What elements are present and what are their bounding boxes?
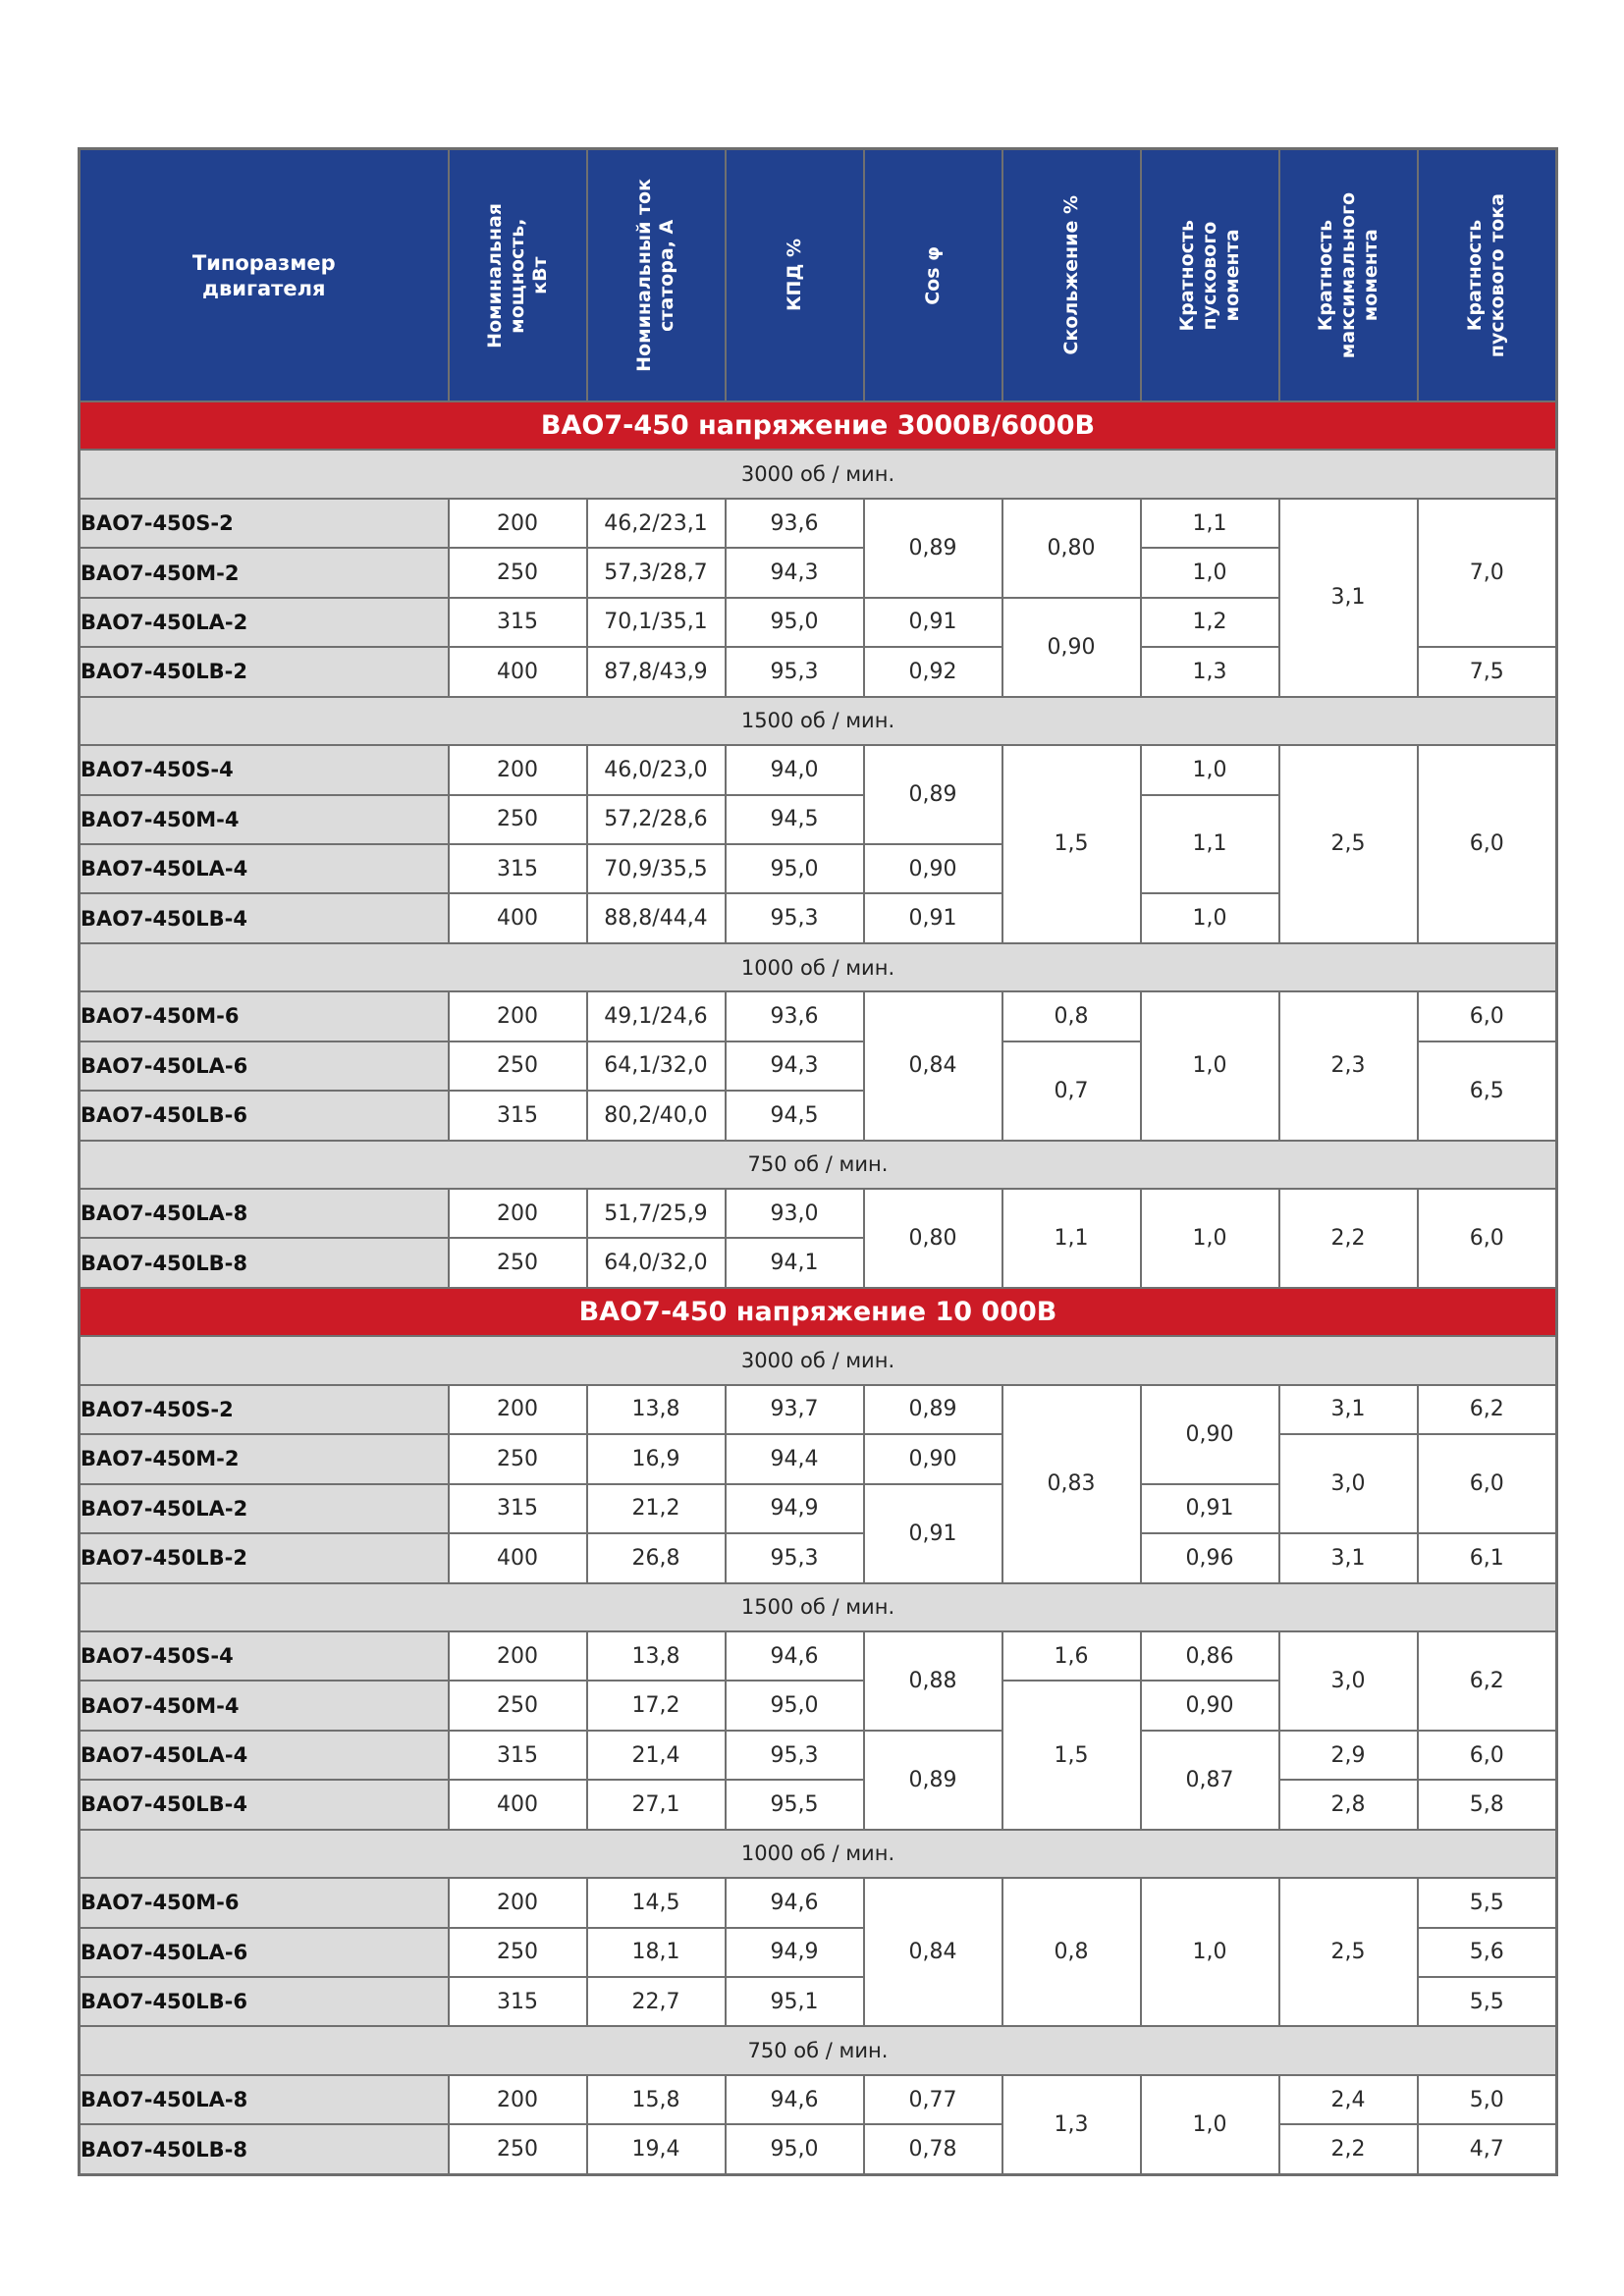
speed-group-title: 1000 об / мин. — [80, 1830, 1557, 1878]
efficiency-cell: 95,0 — [726, 844, 864, 893]
current-cell: 27,1 — [587, 1780, 726, 1829]
current-cell: 49,1/24,6 — [587, 991, 726, 1041]
table-row — [80, 991, 1557, 1041]
max-torque-cell: 2,5 — [1279, 745, 1418, 943]
model-cell: ВАО7-450LB-2 — [80, 647, 449, 696]
current-cell: 26,8 — [587, 1533, 726, 1582]
header-model: Типоразмер двигателя — [80, 149, 449, 402]
model-cell: ВАО7-450LB-4 — [80, 1780, 449, 1829]
model-cell: ВАО7-450LB-8 — [80, 1238, 449, 1287]
model-cell: ВАО7-450S-4 — [80, 745, 449, 794]
cos-cell: 0,90 — [864, 1434, 1002, 1483]
max-torque-cell: 3,1 — [1279, 499, 1418, 697]
power-cell: 400 — [449, 893, 587, 942]
current-cell: 13,8 — [587, 1631, 726, 1681]
max-torque-cell: 2,8 — [1279, 1780, 1418, 1829]
table-row — [80, 745, 1557, 794]
power-cell: 200 — [449, 1631, 587, 1681]
model-cell: ВАО7-450LA-6 — [80, 1041, 449, 1091]
model-cell: ВАО7-450LB-8 — [80, 2124, 449, 2174]
slip-cell: 0,80 — [1002, 499, 1141, 598]
power-cell: 200 — [449, 991, 587, 1041]
model-cell: ВАО7-450S-2 — [80, 1385, 449, 1434]
model-cell: ВАО7-450M-4 — [80, 1681, 449, 1730]
current-cell: 70,9/35,5 — [587, 844, 726, 893]
model-cell: ВАО7-450LA-2 — [80, 1484, 449, 1533]
start-current-cell: 5,8 — [1418, 1780, 1557, 1829]
model-cell: ВАО7-450S-2 — [80, 499, 449, 548]
cos-cell: 0,89 — [864, 1731, 1002, 1830]
slip-cell: 1,5 — [1002, 1681, 1141, 1829]
start-current-cell: 6,2 — [1418, 1385, 1557, 1434]
slip-cell: 0,83 — [1002, 1385, 1141, 1583]
efficiency-cell: 95,5 — [726, 1780, 864, 1829]
start-current-cell: 5,0 — [1418, 2075, 1557, 2124]
efficiency-cell: 94,9 — [726, 1484, 864, 1533]
cos-cell: 0,80 — [864, 1189, 1002, 1288]
cos-cell: 0,78 — [864, 2124, 1002, 2174]
current-cell: 88,8/44,4 — [587, 893, 726, 942]
max-torque-cell: 3,0 — [1279, 1434, 1418, 1533]
voltage-section-row — [80, 401, 1557, 450]
efficiency-cell: 94,3 — [726, 548, 864, 597]
header-power: Номинальная мощность, кВт — [449, 149, 587, 402]
cos-cell: 0,88 — [864, 1631, 1002, 1731]
start-torque-cell: 1,0 — [1141, 893, 1279, 942]
model-cell: ВАО7-450LA-8 — [80, 1189, 449, 1238]
start-current-cell: 6,0 — [1418, 1189, 1557, 1288]
start-current-cell: 5,5 — [1418, 1977, 1557, 2026]
max-torque-cell: 2,9 — [1279, 1731, 1418, 1780]
start-torque-cell: 1,0 — [1141, 745, 1279, 794]
cos-cell: 0,91 — [864, 598, 1002, 647]
slip-cell: 1,1 — [1002, 1189, 1141, 1288]
model-cell: ВАО7-450LA-4 — [80, 844, 449, 893]
power-cell: 250 — [449, 1928, 587, 1977]
slip-cell: 1,6 — [1002, 1631, 1141, 1681]
table-row — [80, 1533, 1557, 1582]
speed-group-row — [80, 1141, 1557, 1189]
table-row — [80, 1434, 1557, 1483]
model-cell: ВАО7-450M-6 — [80, 991, 449, 1041]
speed-group-title: 1500 об / мин. — [80, 1583, 1557, 1631]
efficiency-cell: 95,0 — [726, 1681, 864, 1730]
cos-cell: 0,92 — [864, 647, 1002, 696]
table-row — [80, 1189, 1557, 1238]
start-torque-cell: 0,87 — [1141, 1731, 1279, 1830]
power-cell: 250 — [449, 1041, 587, 1091]
start-torque-cell: 1,0 — [1141, 1189, 1279, 1288]
power-cell: 315 — [449, 1731, 587, 1780]
power-cell: 400 — [449, 1533, 587, 1582]
efficiency-cell: 94,3 — [726, 1041, 864, 1091]
current-cell: 21,2 — [587, 1484, 726, 1533]
start-current-cell: 7,5 — [1418, 647, 1557, 696]
speed-group-row — [80, 1830, 1557, 1878]
cos-cell: 0,90 — [864, 844, 1002, 893]
current-cell: 17,2 — [587, 1681, 726, 1730]
slip-cell: 1,5 — [1002, 745, 1141, 943]
efficiency-cell: 93,6 — [726, 991, 864, 1041]
slip-cell: 0,8 — [1002, 991, 1141, 1041]
model-cell: ВАО7-450LB-6 — [80, 1091, 449, 1140]
power-cell: 400 — [449, 1780, 587, 1829]
start-torque-cell: 1,1 — [1141, 795, 1279, 894]
voltage-section-title: ВАО7-450 напряжение 3000В/6000В — [80, 401, 1557, 450]
speed-group-title: 3000 об / мин. — [80, 1336, 1557, 1384]
start-current-cell: 6,1 — [1418, 1533, 1557, 1582]
model-cell: ВАО7-450S-4 — [80, 1631, 449, 1681]
slip-cell: 0,90 — [1002, 598, 1141, 697]
current-cell: 70,1/35,1 — [587, 598, 726, 647]
table-row — [80, 1385, 1557, 1434]
model-cell: ВАО7-450LA-6 — [80, 1928, 449, 1977]
speed-group-row — [80, 1583, 1557, 1631]
power-cell: 200 — [449, 745, 587, 794]
speed-group-row — [80, 943, 1557, 991]
header-cos-phi: Cos φ — [864, 149, 1002, 402]
speed-group-row — [80, 697, 1557, 745]
max-torque-cell: 3,1 — [1279, 1385, 1418, 1434]
efficiency-cell: 94,6 — [726, 1878, 864, 1927]
table-row — [80, 2124, 1557, 2174]
start-torque-cell: 1,0 — [1141, 2075, 1279, 2175]
voltage-section-row — [80, 1288, 1557, 1336]
power-cell: 250 — [449, 1434, 587, 1483]
power-cell: 250 — [449, 548, 587, 597]
efficiency-cell: 94,6 — [726, 2075, 864, 2124]
efficiency-cell: 94,9 — [726, 1928, 864, 1977]
header-efficiency: КПД % — [726, 149, 864, 402]
start-torque-cell: 1,0 — [1141, 548, 1279, 597]
start-torque-cell: 0,90 — [1141, 1681, 1279, 1730]
start-torque-cell: 0,96 — [1141, 1533, 1279, 1582]
max-torque-cell: 2,2 — [1279, 2124, 1418, 2174]
model-cell: ВАО7-450LA-8 — [80, 2075, 449, 2124]
power-cell: 200 — [449, 499, 587, 548]
speed-group-title: 1500 об / мин. — [80, 697, 1557, 745]
header-row — [80, 149, 1557, 402]
power-cell: 400 — [449, 647, 587, 696]
table-row — [80, 1780, 1557, 1829]
cos-cell: 0,77 — [864, 2075, 1002, 2124]
cos-cell: 0,84 — [864, 1878, 1002, 2026]
slip-cell: 1,3 — [1002, 2075, 1141, 2175]
power-cell: 200 — [449, 2075, 587, 2124]
start-torque-cell: 0,90 — [1141, 1385, 1279, 1484]
current-cell: 87,8/43,9 — [587, 647, 726, 696]
header-start-current: Кратность пускового тока — [1418, 149, 1557, 402]
table-row — [80, 1878, 1557, 1927]
power-cell: 315 — [449, 1091, 587, 1140]
current-cell: 21,4 — [587, 1731, 726, 1780]
cos-cell: 0,89 — [864, 745, 1002, 844]
power-cell: 315 — [449, 598, 587, 647]
start-current-cell: 6,0 — [1418, 745, 1557, 943]
speed-group-title: 3000 об / мин. — [80, 450, 1557, 498]
model-cell: ВАО7-450LA-4 — [80, 1731, 449, 1780]
current-cell: 13,8 — [587, 1385, 726, 1434]
current-cell: 16,9 — [587, 1434, 726, 1483]
current-cell: 18,1 — [587, 1928, 726, 1977]
cos-cell: 0,84 — [864, 991, 1002, 1140]
current-cell: 19,4 — [587, 2124, 726, 2174]
speed-group-row — [80, 2026, 1557, 2074]
start-torque-cell: 0,91 — [1141, 1484, 1279, 1533]
start-current-cell: 5,5 — [1418, 1878, 1557, 1927]
current-cell: 64,1/32,0 — [587, 1041, 726, 1091]
model-cell: ВАО7-450LB-6 — [80, 1977, 449, 2026]
current-cell: 46,2/23,1 — [587, 499, 726, 548]
start-current-cell: 6,2 — [1418, 1631, 1557, 1731]
efficiency-cell: 95,0 — [726, 2124, 864, 2174]
power-cell: 200 — [449, 1878, 587, 1927]
efficiency-cell: 94,5 — [726, 1091, 864, 1140]
model-cell: ВАО7-450LB-4 — [80, 893, 449, 942]
efficiency-cell: 94,1 — [726, 1238, 864, 1287]
header-current: Номинальный ток статора, А — [587, 149, 726, 402]
cos-cell: 0,89 — [864, 1385, 1002, 1434]
max-torque-cell: 2,5 — [1279, 1878, 1418, 2026]
efficiency-cell: 95,0 — [726, 598, 864, 647]
efficiency-cell: 94,4 — [726, 1434, 864, 1483]
start-current-cell: 6,0 — [1418, 991, 1557, 1041]
efficiency-cell: 95,3 — [726, 1533, 864, 1582]
table-row — [80, 1731, 1557, 1780]
start-torque-cell: 1,1 — [1141, 499, 1279, 548]
start-current-cell: 6,0 — [1418, 1731, 1557, 1780]
model-cell: ВАО7-450M-2 — [80, 548, 449, 597]
current-cell: 14,5 — [587, 1878, 726, 1927]
speed-group-row — [80, 1336, 1557, 1384]
table-row — [80, 2075, 1557, 2124]
power-cell: 200 — [449, 1385, 587, 1434]
header-max-torque: Кратность максимального момента — [1279, 149, 1418, 402]
max-torque-cell: 2,4 — [1279, 2075, 1418, 2124]
model-cell: ВАО7-450LA-2 — [80, 598, 449, 647]
power-cell: 315 — [449, 1977, 587, 2026]
efficiency-cell: 93,6 — [726, 499, 864, 548]
current-cell: 64,0/32,0 — [587, 1238, 726, 1287]
start-current-cell: 6,0 — [1418, 1434, 1557, 1533]
cos-cell: 0,91 — [864, 1484, 1002, 1583]
header-start-torque: Кратность пускового момента — [1141, 149, 1279, 402]
power-cell: 250 — [449, 795, 587, 844]
power-cell: 200 — [449, 1189, 587, 1238]
efficiency-cell: 95,3 — [726, 893, 864, 942]
cos-cell: 0,91 — [864, 893, 1002, 942]
start-current-cell: 7,0 — [1418, 499, 1557, 647]
efficiency-cell: 93,7 — [726, 1385, 864, 1434]
start-torque-cell: 1,3 — [1141, 647, 1279, 696]
max-torque-cell: 2,2 — [1279, 1189, 1418, 1288]
power-cell: 250 — [449, 2124, 587, 2174]
current-cell: 22,7 — [587, 1977, 726, 2026]
start-current-cell: 4,7 — [1418, 2124, 1557, 2174]
model-cell: ВАО7-450M-6 — [80, 1878, 449, 1927]
power-cell: 315 — [449, 1484, 587, 1533]
slip-cell: 0,7 — [1002, 1041, 1141, 1141]
start-torque-cell: 1,2 — [1141, 598, 1279, 647]
efficiency-cell: 94,6 — [726, 1631, 864, 1681]
speed-group-title: 750 об / мин. — [80, 1141, 1557, 1189]
current-cell: 51,7/25,9 — [587, 1189, 726, 1238]
max-torque-cell: 3,0 — [1279, 1631, 1418, 1731]
motor-specs-table — [78, 147, 1558, 2176]
max-torque-cell: 2,3 — [1279, 991, 1418, 1140]
efficiency-cell: 93,0 — [726, 1189, 864, 1238]
current-cell: 15,8 — [587, 2075, 726, 2124]
efficiency-cell: 95,1 — [726, 1977, 864, 2026]
speed-group-title: 1000 об / мин. — [80, 943, 1557, 991]
speed-group-row — [80, 450, 1557, 498]
power-cell: 250 — [449, 1238, 587, 1287]
efficiency-cell: 95,3 — [726, 647, 864, 696]
slip-cell: 0,8 — [1002, 1878, 1141, 2026]
efficiency-cell: 94,0 — [726, 745, 864, 794]
start-current-cell: 5,6 — [1418, 1928, 1557, 1977]
start-torque-cell: 1,0 — [1141, 991, 1279, 1140]
current-cell: 57,3/28,7 — [587, 548, 726, 597]
power-cell: 250 — [449, 1681, 587, 1730]
cos-cell: 0,89 — [864, 499, 1002, 598]
model-cell: ВАО7-450LB-2 — [80, 1533, 449, 1582]
efficiency-cell: 94,5 — [726, 795, 864, 844]
header-slip: Скольжение % — [1002, 149, 1141, 402]
speed-group-title: 750 об / мин. — [80, 2026, 1557, 2074]
efficiency-cell: 95,3 — [726, 1731, 864, 1780]
start-torque-cell: 1,0 — [1141, 1878, 1279, 2026]
model-cell: ВАО7-450M-4 — [80, 795, 449, 844]
current-cell: 57,2/28,6 — [587, 795, 726, 844]
voltage-section-title: ВАО7-450 напряжение 10 000В — [80, 1288, 1557, 1336]
model-cell: ВАО7-450M-2 — [80, 1434, 449, 1483]
start-current-cell: 6,5 — [1418, 1041, 1557, 1141]
table-row — [80, 1631, 1557, 1681]
power-cell: 315 — [449, 844, 587, 893]
table-row — [80, 499, 1557, 548]
current-cell: 46,0/23,0 — [587, 745, 726, 794]
max-torque-cell: 3,1 — [1279, 1533, 1418, 1582]
start-torque-cell: 0,86 — [1141, 1631, 1279, 1681]
current-cell: 80,2/40,0 — [587, 1091, 726, 1140]
